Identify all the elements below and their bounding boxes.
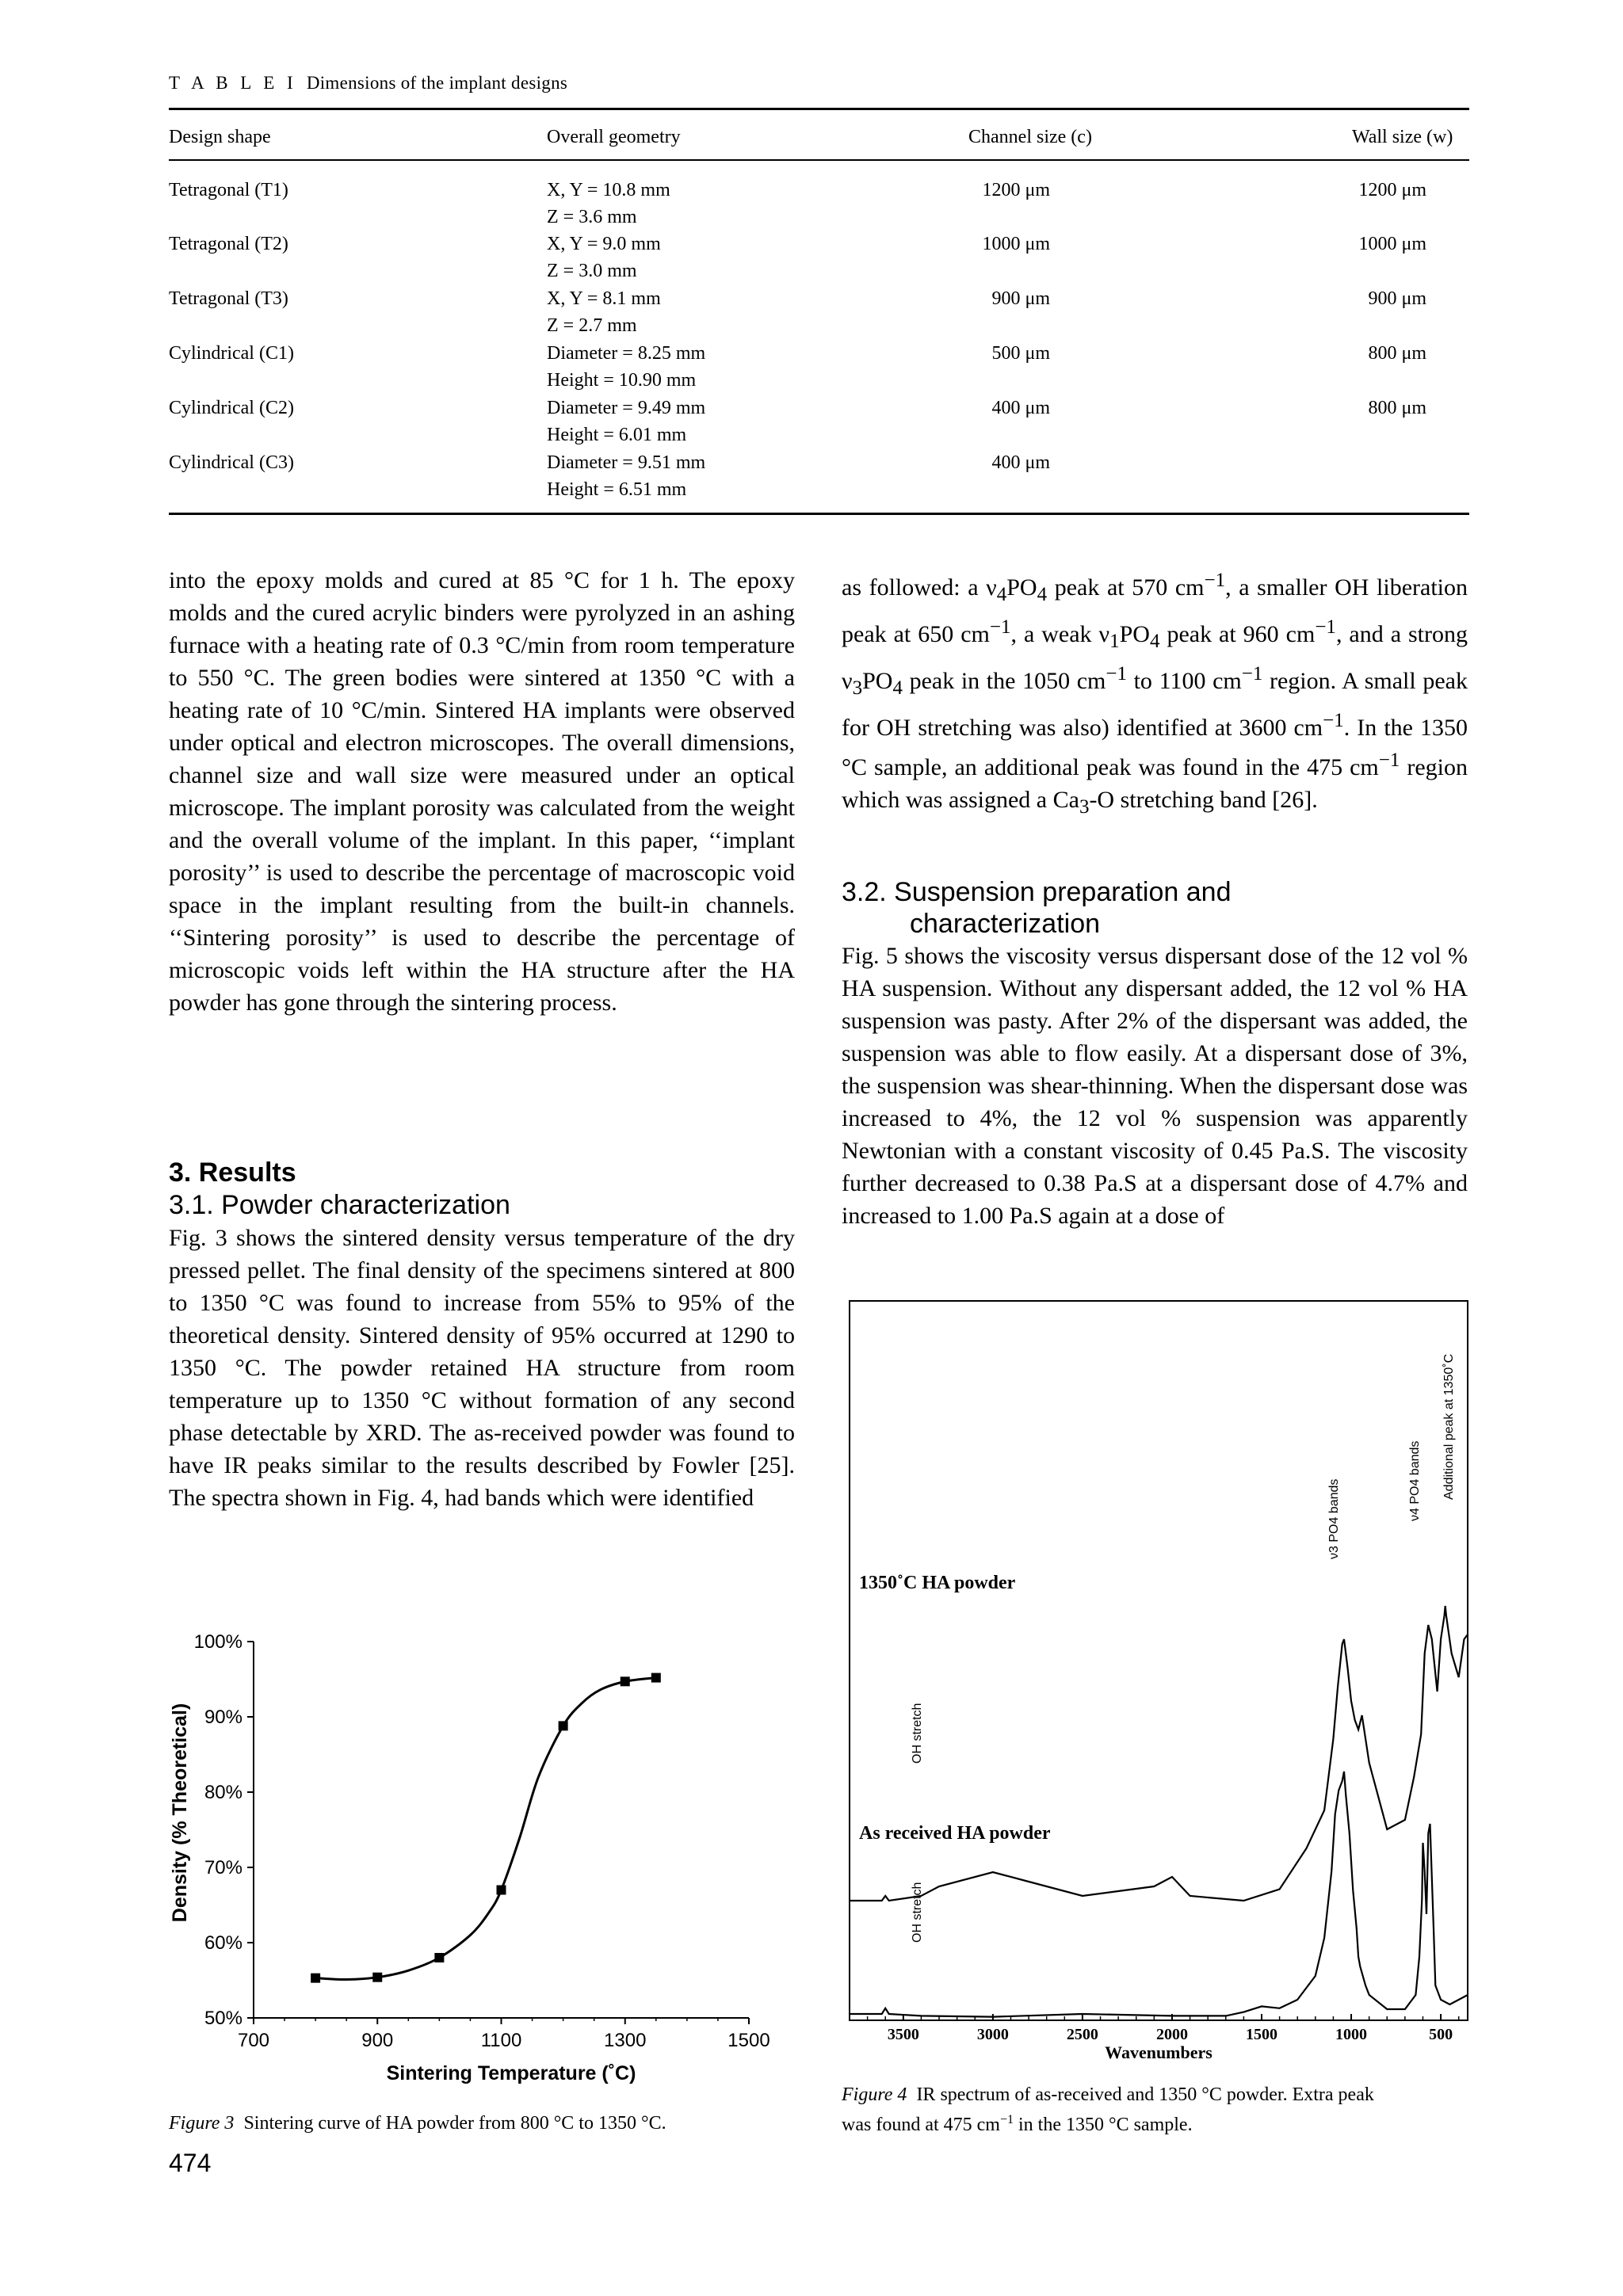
chart-y-axis-label: Density (% Theoretical): [169, 1703, 191, 1923]
annotation-v4-po4-bands: ν4 PO4 bands: [1408, 1440, 1422, 1521]
table-cell-geometry-1: X, Y = 8.1 mm: [547, 288, 661, 309]
chart-y-tick-label: 60%: [204, 1932, 242, 1954]
chart-x-tick-label: 1500: [727, 2030, 770, 2051]
chart-x-ticks: [868, 2014, 1459, 2043]
table-cell-geometry-1: Diameter = 9.49 mm: [547, 398, 706, 418]
table-cell-channel: 900 μm: [991, 288, 1050, 309]
figure-4-ir-spectrum: [842, 1291, 1476, 2068]
table-header-wall-size: Wall size (w): [1352, 127, 1453, 147]
table-header-overall-geometry: Overall geometry: [547, 127, 681, 147]
chart-x-axis-label: Sintering Temperature (˚C): [386, 2062, 636, 2084]
chart-frame: [850, 1301, 1468, 2020]
chart-series-line-density: [315, 1678, 656, 1980]
table-cell-geometry-2: Z = 2.7 mm: [547, 315, 637, 336]
chart-x-tick-label: 2500: [1066, 2026, 1098, 2043]
table-cell-shape: Tetragonal (T1): [169, 180, 288, 200]
table-label: T A B L E I: [169, 73, 297, 93]
table-cell-channel: 500 μm: [991, 343, 1050, 364]
table-cell-channel: 400 μm: [991, 398, 1050, 418]
paragraph-suspension: Fig. 5 shows the viscosity versus dispersant dose of the 12 vol % HA suspension. Without any dispersant added, the 12 vol % HA suspension was pasty. After 2% of the dispersant was added, the suspension was able to flow easily. At a dispersant dose of 3%, the suspension was shear-thinning. When the dispersant dose was increased to 4%, the 12 vol % suspension was apparently Newtonian with a constant viscosity of 0.45 Pa.S. The viscosity further decreased to 0.38 Pa.S at a dispersant dose of 4.7% and increased to 1.00 Pa.S again at a dose of: [842, 943, 1468, 1229]
table-cell-geometry-2: Z = 3.6 mm: [547, 207, 637, 227]
chart-y-tick-label: 70%: [204, 1857, 242, 1878]
body-paragraph-left-mid: [169, 1222, 795, 1514]
chart-data-point: [372, 1973, 382, 1982]
annotation-additional-peak: Additional peak at 1350˚C: [1442, 1353, 1456, 1500]
table-bottom-rule: [169, 513, 1469, 515]
table-cell-wall: 1000 μm: [1358, 234, 1426, 254]
body-paragraph-right-mid: [842, 940, 1468, 1232]
paragraph-powder: Fig. 3 shows the sintered density versus temperature of the dry pressed pellet. The final density of the specimens sintered at 800 to 1350 °C was found to increase from 55% to 95% of the theoretical density. Sintered density of 95% occurred at 1290 to 1350 °C. The powder retained HA structure from room temperature up to 1350 °C without formation of any second phase detectable by XRD. The as-received powder was found to have IR peaks similar to the results described by Fowler [25]. The spectra shown in Fig. 4, had bands which were identified: [169, 1225, 795, 1511]
section-heading-powder: 3.1. Powder characterization: [169, 1190, 510, 1220]
chart-series-line-1350C: [850, 1606, 1468, 1901]
chart-y-ticks: [194, 1631, 254, 2029]
table-cell-geometry-1: Diameter = 8.25 mm: [547, 343, 706, 364]
body-paragraph-right-top: [842, 564, 1468, 823]
table-cell-shape: Cylindrical (C2): [169, 398, 294, 418]
chart-x-tick-label: 500: [1429, 2026, 1453, 2043]
paragraph-methods-end: into the epoxy molds and cured at 85 °C for 1 h. The epoxy molds and the cured acrylic binders were pyrolyzed in an ashing furnace with a heating rate of 0.3 °C/min from room temperature to 550 °C. The green bodies were sintered at 1350 °C with a heating rate of 10 °C/min. Sintered HA implants were observed under optical and electron microscopes. The overall dimensions, channel size and wall size were measured under an optical microscope. The implant porosity was calculated from the weight and the overall volume of the implant. In this paper, ‘‘implant porosity’’ is used to describe the percentage of macroscopic void space in the implant resulting from the built-in channels. ‘‘Sintering porosity’’ is used to describe the percentage of microscopic voids left within the HA structure after the HA powder has gone through the sintering process.: [169, 567, 795, 1016]
table-top-rule: [169, 108, 1469, 110]
section-heading-suspension: 3.2. Suspension preparation and: [842, 877, 1232, 907]
section-heading-results: 3. Results: [169, 1158, 296, 1188]
chart-y-tick-label: 90%: [204, 1707, 242, 1728]
table-cell-wall: 800 μm: [1368, 398, 1426, 418]
chart-x-tick-label: 900: [361, 2030, 394, 2051]
chart-data-point: [621, 1676, 630, 1686]
chart-x-tick-label: 1000: [1335, 2026, 1368, 2043]
chart-x-tick-label: 1100: [480, 2030, 522, 2051]
annotation-oh-stretch-as-received: OH stretch: [911, 1882, 924, 1943]
table-cell-shape: Cylindrical (C3): [169, 452, 294, 473]
table-cell-shape: Tetragonal (T2): [169, 234, 288, 254]
chart-data-point: [497, 1886, 506, 1895]
annotation-v3-po4-bands: ν3 PO4 bands: [1327, 1478, 1341, 1559]
table-cell-channel: 1200 μm: [982, 180, 1050, 200]
figure-3-caption: Figure 3 Sintering curve of HA powder from 800 °C to 1350 °C.: [169, 2113, 666, 2134]
table-header-channel-size: Channel size (c): [968, 127, 1092, 147]
paragraph-ir-bands: as followed: a $\nu_4PO_4$ peak at 570 $cm^{-1}$, a smaller OH liberation peak at 650 $cm^{-1}$, a weak $\nu_1PO_4$ peak at 960 $cm^{-1}$, and a strong $\nu_3PO_4$ peak in the 1050 $cm^{-1}$ to 1100 $cm^{-1}$ region. A small peak for OH stretching was also) identified at 3600 $cm^{-1}$. In the 1350 °C sample, an additional peak was found in the 475 $cm^{-1}$ region which was assigned a $Ca_3-O$ stretching band [26].: [842, 570, 1468, 818]
table-title: Dimensions of the implant designs: [306, 73, 568, 93]
chart-data-points: [311, 1673, 661, 1983]
table-cell-geometry-1: X, Y = 10.8 mm: [547, 180, 670, 200]
chart-x-axis-label: Wavenumbers: [1105, 2042, 1212, 2062]
table-cell-shape: Cylindrical (C1): [169, 343, 294, 364]
series-label-1350C: 1350˚C HA powder: [859, 1573, 1016, 1593]
table-cell-wall: 900 μm: [1368, 288, 1426, 309]
annotation-oh-stretch-1350C: OH stretch: [911, 1703, 924, 1764]
table-cell-geometry-1: X, Y = 9.0 mm: [547, 234, 661, 254]
chart-x-tick-label: 2000: [1155, 2026, 1188, 2043]
table-cell-channel: 400 μm: [991, 452, 1050, 473]
page-number: 474: [169, 2149, 212, 2177]
table-cell-wall: 1200 μm: [1358, 180, 1426, 200]
table-header-rule: [169, 159, 1469, 161]
chart-data-point: [559, 1721, 568, 1730]
chart-data-point: [651, 1673, 661, 1683]
chart-x-tick-label: 1500: [1246, 2026, 1277, 2043]
chart-series-line-as-received: [850, 1772, 1468, 2017]
body-paragraph-left-top: [169, 564, 795, 1019]
chart-x-ticks: [238, 2018, 770, 2051]
table-cell-geometry-2: Z = 3.0 mm: [547, 261, 637, 281]
chart-x-tick-label: 3500: [887, 2026, 919, 2043]
table-cell-geometry-2: Height = 6.01 mm: [547, 425, 687, 445]
chart-data-point: [434, 1953, 444, 1962]
chart-x-tick-label: 3000: [976, 2026, 1009, 2043]
table-cell-geometry-2: Height = 10.90 mm: [547, 370, 697, 391]
table-cell-wall: 800 μm: [1368, 343, 1426, 364]
chart-y-tick-label: 50%: [204, 2008, 242, 2029]
table-cell-geometry-1: Diameter = 9.51 mm: [547, 452, 706, 473]
chart-x-tick-label: 1300: [604, 2030, 647, 2051]
chart-data-point: [311, 1974, 320, 1983]
section-heading-suspension-cont: characterization: [910, 909, 1101, 939]
series-label-as-received: As received HA powder: [859, 1823, 1051, 1844]
chart-y-tick-label: 100%: [193, 1631, 242, 1653]
table-cell-geometry-2: Height = 6.51 mm: [547, 479, 687, 500]
table-cell-channel: 1000 μm: [982, 234, 1050, 254]
table-header-design-shape: Design shape: [169, 127, 271, 147]
figure-3-sintering-chart: [158, 1624, 808, 2100]
figure-4-caption: Figure 4 IR spectrum of as-received and 1350 °C powder. Extra peak was found at 475 $cm^{-1}$ in the 1350 °C sample.: [842, 2084, 1374, 2135]
chart-x-tick-label: 700: [237, 2030, 270, 2051]
chart-y-tick-label: 80%: [204, 1782, 242, 1803]
table-cell-shape: Tetragonal (T3): [169, 288, 288, 309]
table-caption: [169, 73, 567, 93]
